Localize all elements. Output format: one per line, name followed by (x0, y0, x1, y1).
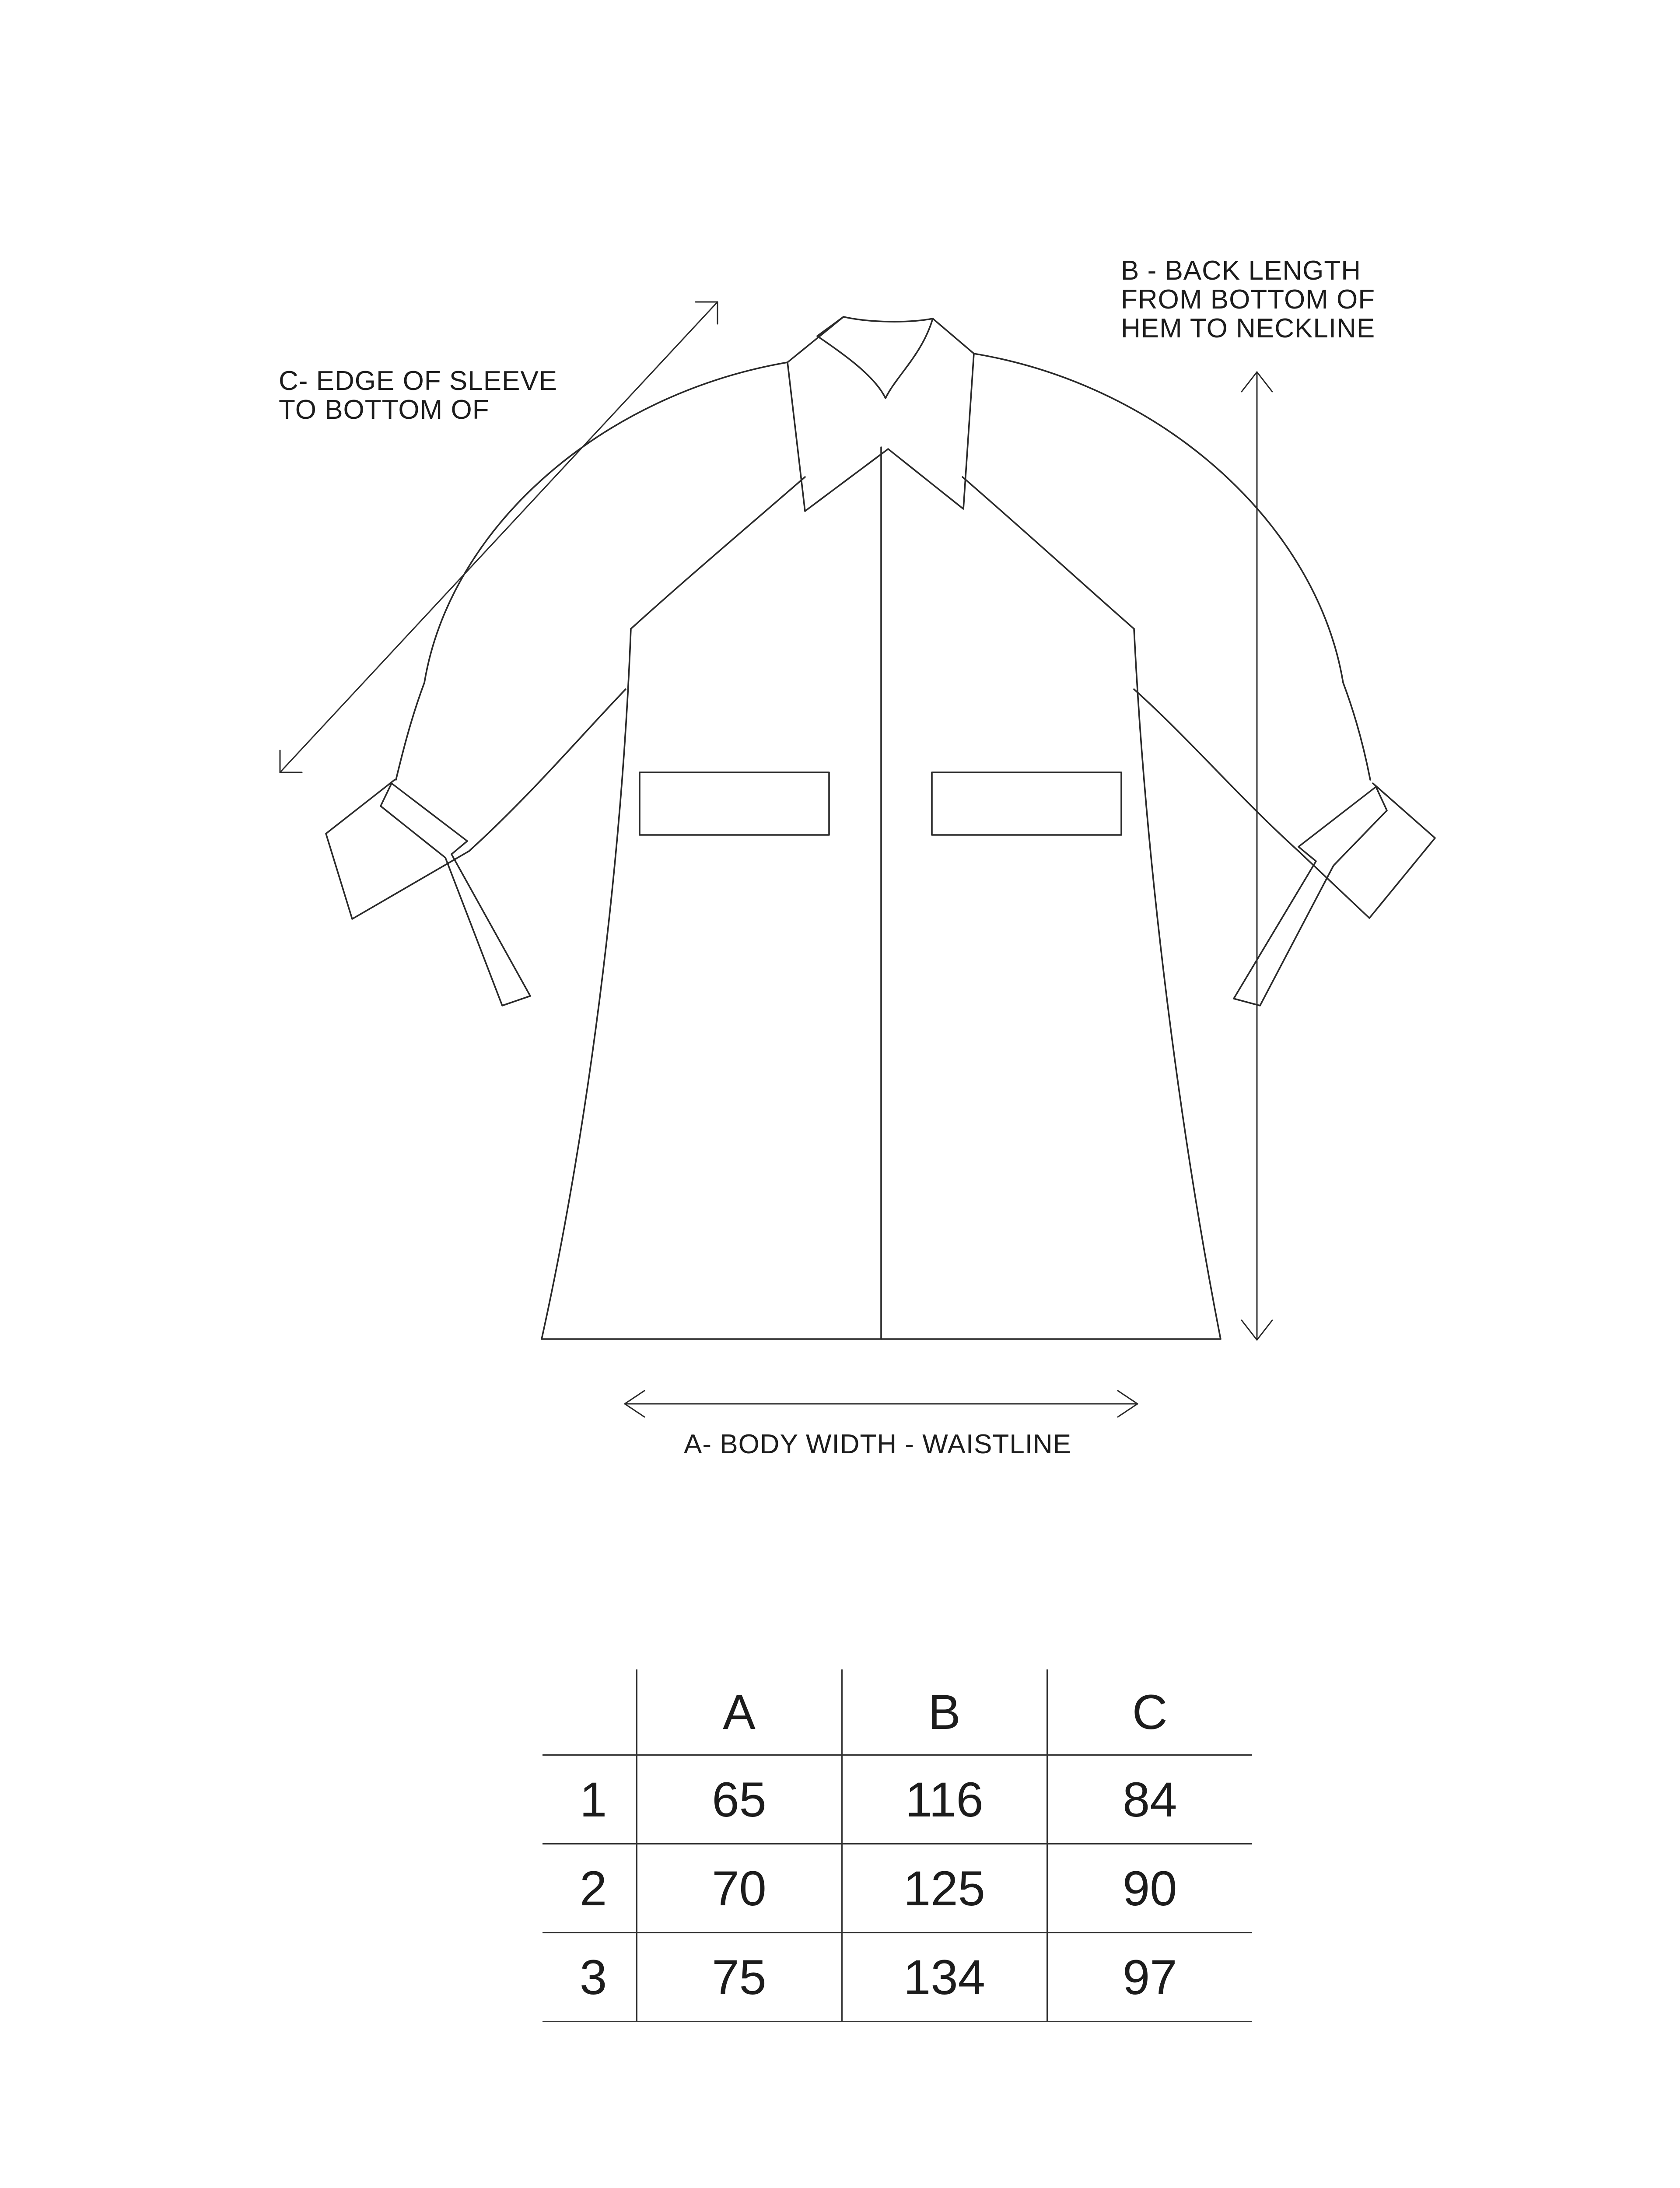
right-sleeve-inner (1134, 689, 1298, 851)
left-pocket (640, 772, 829, 835)
coat-flat-sketch (326, 317, 1435, 1339)
right-raglan-seam (962, 477, 1134, 629)
size-label: 1 (542, 1755, 637, 1844)
table-row (542, 1933, 1252, 2022)
size-label: 3 (542, 1933, 637, 2022)
label-c-sleeve-measure (279, 367, 557, 424)
table-row (542, 1844, 1252, 1933)
collar-stand (817, 317, 933, 398)
size-label: 2 (542, 1844, 637, 1933)
table-header-row (542, 1669, 1252, 1755)
table-cell: 75 (637, 1933, 842, 2022)
table-cell: 116 (842, 1755, 1047, 1844)
left-strap (381, 783, 530, 1006)
table-cell: 125 (842, 1844, 1047, 1933)
right-pocket (932, 772, 1121, 835)
table-cell: 65 (637, 1755, 842, 1844)
table-cell: 97 (1047, 1933, 1252, 2022)
label-b-line-2: FROM BOTTOM OF (1121, 284, 1376, 315)
label-b-line-3: HEM TO NECKLINE (1121, 313, 1376, 344)
right-sleeve-outer (974, 354, 1370, 780)
dimension-arrow-a (625, 1391, 1138, 1417)
table-cell: 84 (1047, 1755, 1252, 1844)
label-c-line-1: C- EDGE OF SLEEVE (279, 366, 558, 396)
table-cell: 90 (1047, 1844, 1252, 1933)
label-a-body-width: A- BODY WIDTH - WAISTLINE (684, 1429, 1072, 1459)
dimension-arrow-b (1242, 372, 1272, 1340)
column-header-b: B (842, 1669, 1047, 1755)
label-c-line-2: TO BOTTOM OF (279, 395, 490, 425)
size-table (542, 1669, 1252, 2022)
label-b-line-1: B - BACK LENGTH (1121, 256, 1361, 286)
table-cell: 134 (842, 1933, 1047, 2022)
label-b-back-length (1121, 256, 1375, 343)
table-cell: 70 (637, 1844, 842, 1933)
left-cuff (326, 780, 469, 919)
left-raglan-seam (631, 477, 805, 629)
right-cuff (1298, 783, 1435, 918)
column-header-c: C (1047, 1669, 1252, 1755)
table-corner-cell (542, 1669, 637, 1755)
left-sleeve-inner (469, 689, 626, 851)
table-row (542, 1755, 1252, 1844)
column-header-a: A (637, 1669, 842, 1755)
left-sleeve-outer (396, 362, 788, 780)
